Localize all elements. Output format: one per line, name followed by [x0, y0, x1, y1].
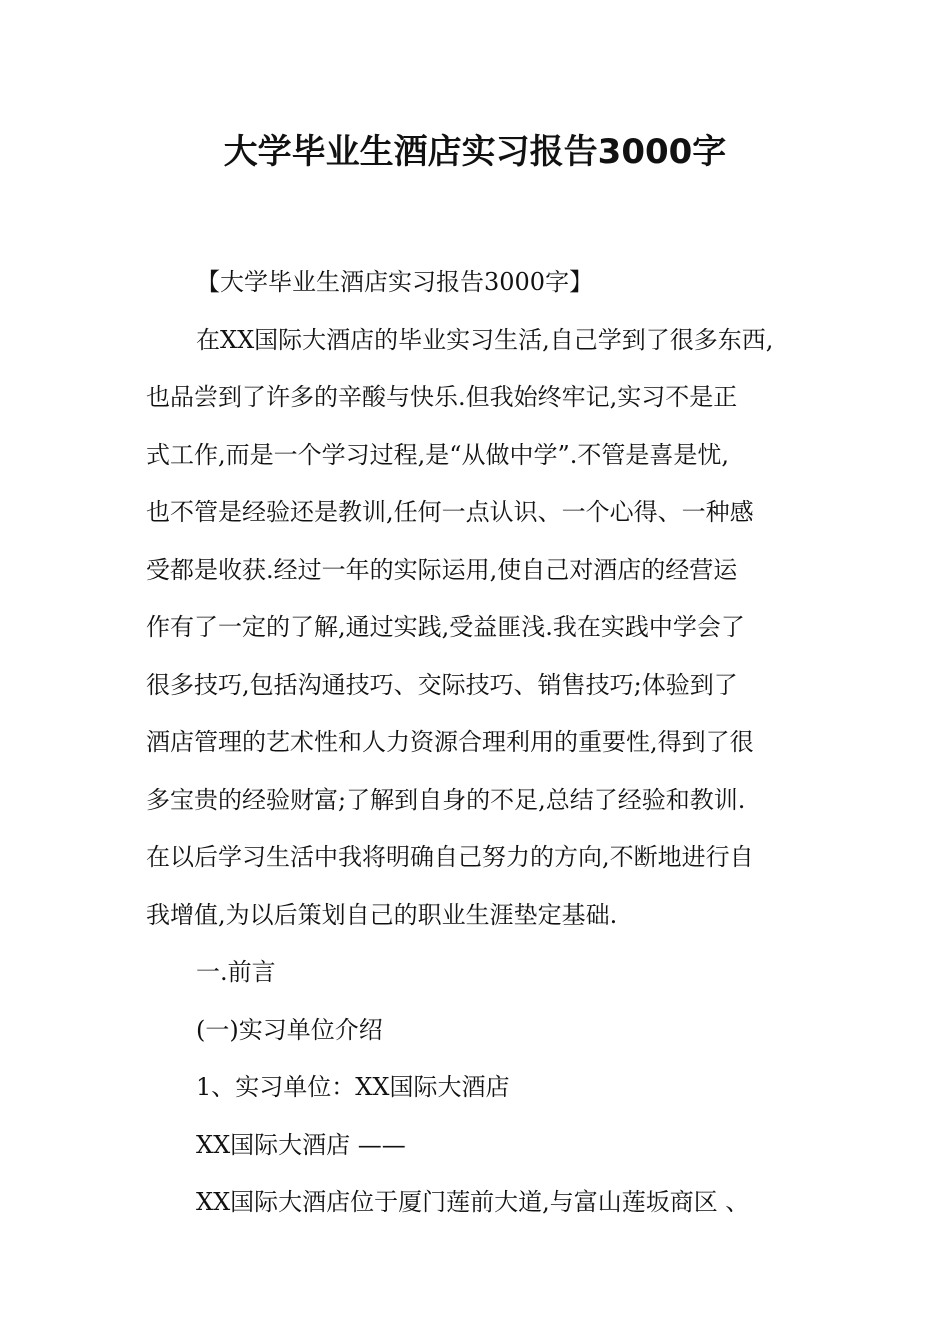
subsection-heading: (一)实习单位介绍 — [196, 1015, 383, 1044]
paragraph-line: 受都是收获.经过一年的实际运用,使自己对酒店的经营运 — [146, 555, 738, 584]
paragraph-line: 也不管是经验还是教训,任何一点认识、一个心得、一种感 — [146, 498, 754, 526]
paragraph-line: 也品尝到了许多的辛酸与快乐.但我始终牢记,实习不是正 — [146, 383, 738, 411]
document-title: 大学毕业生酒店实习报告3000字 — [223, 132, 727, 172]
document-body — [146, 254, 811, 1232]
list-item: 1、实习单位：XX国际大酒店 — [196, 1073, 510, 1101]
paragraph-line: 在以后学习生活中我将明确自己努力的方向,不断地进行自 — [146, 843, 754, 871]
paragraph-line: 作有了一定的了解,通过实践,受益匪浅.我在实践中学会了 — [146, 613, 745, 641]
paragraph-line: 多宝贵的经验财富;了解到自身的不足,总结了经验和教训. — [146, 785, 746, 814]
paragraph-line: 很多技巧,包括沟通技巧、交际技巧、销售技巧;体验到了 — [146, 670, 738, 699]
section-heading: 一.前言 — [196, 958, 276, 986]
paragraph-line: XX国际大酒店 —— — [196, 1130, 406, 1159]
subtitle-line: 【大学毕业生酒店实习报告3000字】 — [196, 268, 594, 296]
paragraph-line: 酒店管理的艺术性和人力资源合理利用的重要性,得到了很 — [146, 728, 754, 756]
paragraph-line: 在XX国际大酒店的毕业实习生活,自己学到了很多东西, — [196, 325, 774, 354]
paragraph-line: 式工作,而是一个学习过程,是“从做中学”.不管是喜是忧, — [146, 440, 730, 469]
paragraph-line: 我增值,为以后策划自己的职业生涯垫定基础. — [146, 900, 618, 929]
paragraph-line: XX国际大酒店位于厦门莲前大道,与富山莲坂商区 、 — [196, 1188, 750, 1216]
